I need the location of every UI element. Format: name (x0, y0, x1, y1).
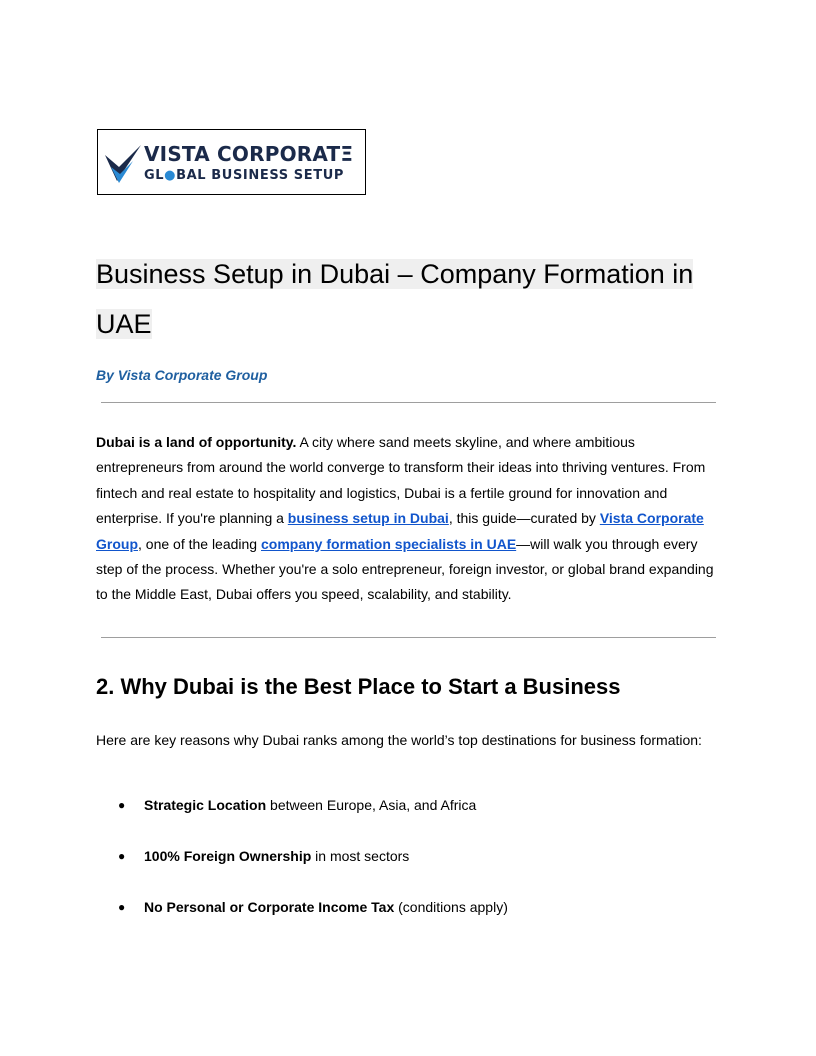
list-item: ● Strategic Location between Europe, Asia, and Africa (96, 793, 718, 844)
link-business-setup-dubai[interactable]: business setup in Dubai (287, 510, 449, 527)
link-vista-corporate-group[interactable]: Vista Corporate Group (96, 510, 704, 552)
bullet-icon: ● (118, 849, 126, 863)
divider (101, 637, 716, 638)
list-item: ● 100% Foreign Ownership in most sectors (96, 844, 718, 895)
link-company-formation-specialists[interactable]: company formation specialists in UAE (261, 535, 517, 552)
logo-tagline: GL●BAL BUSINESS SETUP (144, 168, 344, 183)
divider (101, 402, 716, 403)
author-byline: By Vista Corporate Group (96, 367, 268, 383)
globe-icon: ● (164, 168, 177, 183)
intro-paragraph: Dubai is a land of opportunity. A city where sand meets skyline, and where ambitious entrepreneurs from around the world converge to transform their ideas into thriving ventures. From fintech and real estate to hospitality and logistics, Dubai is a fertile ground for innovation and enterprise. If you're planning a business setup in Dubai, this guide—curated by Vista Corporate Group, one of the leading company formation specialists in UAE—will walk you through every step of the process. Whether you're a solo entrepreneur, foreign investor, or global brand expanding to the Middle East, Dubai offers you speed, scalability, and stability. (96, 434, 714, 603)
intro-lead: Dubai is a land of opportunity. (96, 434, 297, 450)
reasons-list (96, 793, 718, 946)
bullet-icon: ● (118, 798, 126, 812)
section-lead-paragraph: Here are key reasons why Dubai ranks among the world’s top destinations for business formation: (96, 732, 702, 748)
swoosh-logo-icon (103, 141, 143, 185)
bullet-icon: ● (118, 900, 126, 914)
section-heading: 2. Why Dubai is the Best Place to Start a Business (96, 674, 621, 699)
logo-brand-name: VISTA CORPORATΞ (144, 142, 354, 166)
page-title: Business Setup in Dubai – Company Formation in UAE (96, 259, 694, 339)
company-logo (97, 129, 366, 195)
list-item: ● No Personal or Corporate Income Tax (conditions apply) (96, 895, 718, 946)
